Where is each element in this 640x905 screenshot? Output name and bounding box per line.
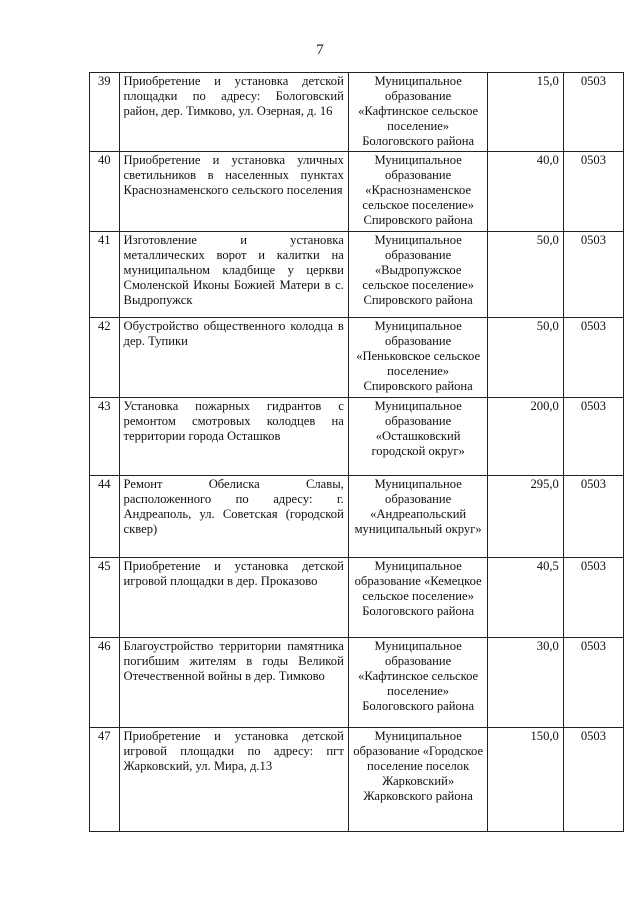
row-number: 39 — [90, 73, 120, 152]
row-amount: 295,0 — [488, 476, 563, 558]
row-description: Изготовление и установка металлических ворот и калитки на муниципальном кладбище у церкви Смоленской Иконы Божией Матери в с. Выдропужск — [119, 232, 348, 318]
row-description: Ремонт Обелиска Славы, расположенного по адресу: г. Андреаполь, ул. Советская (городской сквер) — [119, 476, 348, 558]
row-description: Приобретение и установка детской игровой площадки по адресу: пгт Жарковский, ул. Мира, д.13 — [119, 728, 348, 832]
row-amount: 30,0 — [488, 638, 563, 728]
row-description: Благоустройство территории памятника погибшим жителям в годы Великой Отечественной войны в дер. Тимково — [119, 638, 348, 728]
table-row — [90, 318, 624, 398]
row-code: 0503 — [563, 318, 623, 398]
row-number: 43 — [90, 398, 120, 476]
table-row — [90, 73, 624, 152]
row-code: 0503 — [563, 476, 623, 558]
row-code: 0503 — [563, 398, 623, 476]
row-code: 0503 — [563, 232, 623, 318]
row-code: 0503 — [563, 638, 623, 728]
page-number: 7 — [316, 42, 324, 58]
row-number: 47 — [90, 728, 120, 832]
table-row — [90, 638, 624, 728]
row-description: Приобретение и установка детской площадки по адресу: Бологовский район, дер. Тимково, ул. Озерная, д. 16 — [119, 73, 348, 152]
projects-table — [89, 72, 624, 832]
row-amount: 40,0 — [488, 152, 563, 232]
row-amount: 50,0 — [488, 232, 563, 318]
table-row — [90, 476, 624, 558]
table-row — [90, 152, 624, 232]
row-municipality: Муниципальное образование «Андреапольский муниципальный округ» — [348, 476, 488, 558]
row-municipality: Муниципальное образование «Пеньковское сельское поселение» Спировского района — [348, 318, 488, 398]
row-number: 44 — [90, 476, 120, 558]
row-number: 42 — [90, 318, 120, 398]
row-description: Установка пожарных гидрантов с ремонтом смотровых колодцев на территории города Осташков — [119, 398, 348, 476]
table-row — [90, 232, 624, 318]
row-number: 40 — [90, 152, 120, 232]
row-description: Обустройство общественного колодца в дер. Тупики — [119, 318, 348, 398]
row-number: 41 — [90, 232, 120, 318]
row-code: 0503 — [563, 73, 623, 152]
row-municipality: Муниципальное образование «Выдропужское сельское поселение» Спировского района — [348, 232, 488, 318]
row-municipality: Муниципальное образование «Кемецкое сельское поселение» Бологовского района — [348, 558, 488, 638]
row-municipality: Муниципальное образование «Кафтинское сельское поселение» Бологовского района — [348, 73, 488, 152]
row-number: 45 — [90, 558, 120, 638]
row-amount: 200,0 — [488, 398, 563, 476]
row-amount: 150,0 — [488, 728, 563, 832]
row-number: 46 — [90, 638, 120, 728]
row-description: Приобретение и установка уличных светильников в населенных пунктах Краснознаменского сельского поселения — [119, 152, 348, 232]
row-amount: 40,5 — [488, 558, 563, 638]
row-municipality: Муниципальное образование «Осташковский городской округ» — [348, 398, 488, 476]
table-row — [90, 728, 624, 832]
row-municipality: Муниципальное образование «Городское поселение поселок Жарковский» Жарковского района — [348, 728, 488, 832]
table-row — [90, 398, 624, 476]
row-amount: 50,0 — [488, 318, 563, 398]
row-code: 0503 — [563, 728, 623, 832]
row-municipality: Муниципальное образование «Кафтинское сельское поселение» Бологовского района — [348, 638, 488, 728]
table-row — [90, 558, 624, 638]
row-description: Приобретение и установка детской игровой площадки в дер. Проказово — [119, 558, 348, 638]
row-amount: 15,0 — [488, 73, 563, 152]
row-code: 0503 — [563, 152, 623, 232]
row-municipality: Муниципальное образование «Краснознаменское сельское поселение» Спировского района — [348, 152, 488, 232]
row-code: 0503 — [563, 558, 623, 638]
